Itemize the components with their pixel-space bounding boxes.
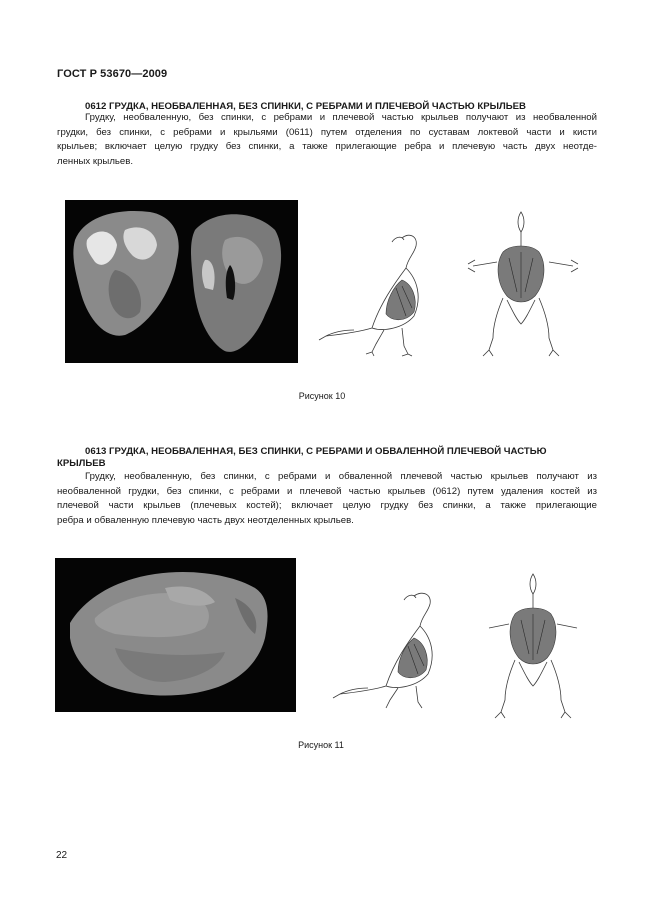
bird-side-diagram (328, 588, 450, 712)
section-0613-heading (57, 446, 597, 470)
section-0613-heading-line1: 0613 ГРУДКА, НЕОБВАЛЕННАЯ, БЕЗ СПИНКИ, С РЕБРАМИ И ОБВАЛЕННОЙ ПЛЕЧЕВОЙ ЧАСТЬЮ (85, 446, 547, 457)
bird-front-diagram (463, 208, 583, 360)
figure-10-photo (65, 200, 298, 363)
bird-side-diagram (314, 228, 438, 358)
figure-11-front-diagram (477, 570, 587, 720)
body-line: крыльев; включает целую грудку без спинки, а также прилегающие ребра и плечевую часть двух неотде- (57, 141, 597, 152)
figure-11-photo (55, 558, 296, 712)
figure-11-caption: Рисунок 11 (298, 740, 344, 750)
body-line: грудки, без спинки, с ребрами и крыльями (0611) путем отделения по суставам локтевой части и кисти (57, 126, 597, 138)
figure-10-side-diagram (314, 228, 438, 358)
section-0612-body (57, 111, 597, 169)
breast-photo-image (65, 200, 298, 363)
body-line: ленных крыльев. (57, 155, 134, 167)
section-0613-body (57, 470, 597, 528)
body-line: Грудку, необваленную, без спинки, с ребрами и плечевой частью крыльев получают из необваленной (85, 112, 597, 123)
page-number: 22 (56, 850, 68, 861)
standard-code: ГОСТ Р 53670—2009 (57, 68, 168, 80)
breast-deboned-photo-image (55, 558, 296, 712)
figure-10-caption: Рисунок 10 (298, 391, 346, 401)
bird-front-diagram (477, 570, 587, 720)
body-line: ребра и обваленную плечевую часть двух неотделенных крыльев. (57, 514, 354, 526)
body-line: Грудку, необваленную, без спинки, с ребрами и обваленной плечевой частью крыльев получают из (85, 471, 597, 482)
section-0613-heading-line2: КРЫЛЬЕВ (57, 458, 106, 469)
figure-11-side-diagram (328, 588, 450, 712)
body-line: необваленной грудки, без спинки, с ребрами и плечевой частью крыльев (0612) путем удаления костей из (57, 485, 597, 497)
figure-10-front-diagram (463, 208, 583, 360)
section-0612-heading: 0612 ГРУДКА, НЕОБВАЛЕННАЯ, БЕЗ СПИНКИ, С РЕБРАМИ И ПЛЕЧЕВОЙ ЧАСТЬЮ КРЫЛЬЕВ (85, 101, 526, 112)
body-line: плечевой части крыльев (плечевых костей); включает целую грудку без спинки, а также прилегающие (57, 500, 597, 511)
